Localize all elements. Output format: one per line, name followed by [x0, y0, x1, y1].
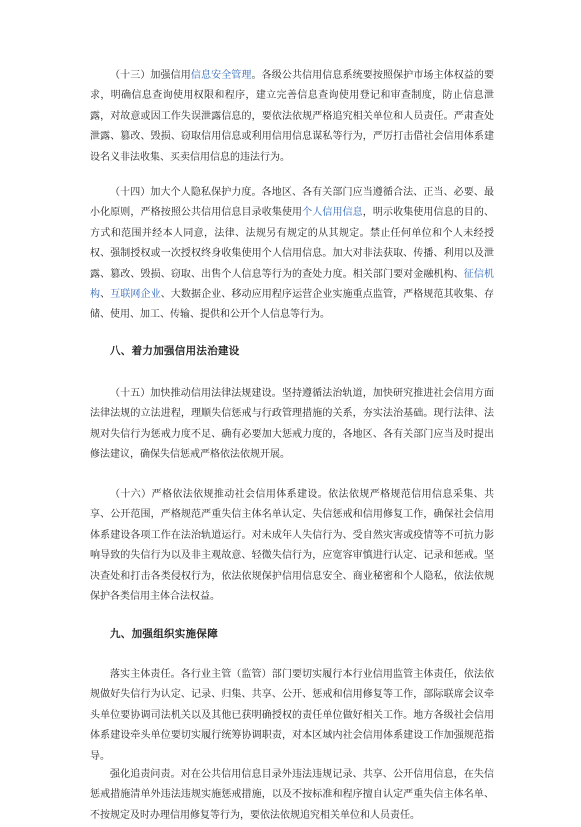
- text-segment: （十六）严格依法依规推动社会信用体系建设。依法依规严格规范信用信息采集、共享、公开范围，严格规范严重失信主体名单认定、失信惩戒和信用修复工作，确保社会信用体系建设各项工作在法治轨道运行。对未成年人失信行为、受自然灾害或疫情等不可抗力影响导致的失信行为以及非主观故意、轻微失信行为，应宽容审慎进行认定、记录和惩戒。坚决查处和打击各类侵权行为，依法依规保护信用信息安全、商业秘密和个人隐私，依法依规保护各类信用主体合法权益。: [90, 489, 494, 603]
- text-segment: （十五）加快推动信用法律法规建设。坚持遵循法治轨道，加快研究推进社会信用方面法律法规的立法进程，理顺失信惩戒与行政管理措施的关系，夯实法治基础。现行法律、法规对失信行为惩戒力度不足、确有必要加大惩戒力度的，各地区、各有关部门应当及时提出修法建议，确保失信惩戒严格依法依规开展。: [90, 388, 494, 461]
- text-segment: （十三）加强信用: [110, 70, 191, 81]
- link-info-security-management[interactable]: 信息安全管理: [190, 70, 252, 81]
- text-segment: 。各级公共信用信息系统要按照保护市场主体权益的要求，明确信息查询使用权限和程序，建立完善信息查询使用登记和审查制度，防止信息泄露，对故意或因工作失误泄露信息的，要依法依规严格追究相关单位和人员责任。严肃查处泄露、篡改、毁损、窃取信用信息或利用信用信息谋私等行为，严厉打击借社会信用体系建设名义非法收集、买卖信用信息的违法行为。: [90, 70, 495, 163]
- section-heading-8: 八、着力加强信用法治建设: [110, 345, 240, 357]
- text-segment: 、: [100, 289, 111, 301]
- paragraph-15: [90, 384, 494, 466]
- text-segment: 落实主体责任。各行业主管（监管）部门要切实履行本行业信用监管主体责任，依法依规做好失信行为认定、记录、归集、共享、公开、惩戒和信用修复等工作，部际联席会议牵头单位要协调司法机关以及其他已获明确授权的责任单位做好相关工作。地方各级社会信用体系建设牵头单位要切实履行统筹协调职责，对本区域内社会信用体系建设工作加强规范指导。: [90, 669, 494, 762]
- paragraph-13: [90, 66, 494, 168]
- link-credit-agencies[interactable]: 征信机构: [90, 268, 495, 301]
- paragraph-14: [90, 183, 494, 326]
- text-segment: 强化追责问责。对在公共信用信息目录外违法违规记录、共享、公开信用信息，在失信惩戒措施清单外违法违规实施惩戒措施，以及不按标准和程序擅自认定严重失信主体名单、不按规定及时办理信用修复等行为，要依法依规追究相关单位和人员责任。: [90, 769, 494, 821]
- text-segment: 、大数据企业、移动应用程序运营企业实施重点监管，严格规范其收集、存储、使用、加工、传输、提供和公开个人信息等行为。: [90, 289, 495, 321]
- text-segment: ，明示收集使用信息的目的、方式和范围并经本人同意，法律、法规另有规定的从其规定。禁止任何单位和个人未经授权、强制授权或一次授权终身收集使用个人信用信息。加大对非法获取、传播、利用以及泄露、篡改、毁损、窃取、出售个人信息等行为的查处力度。相关部门要对金融机构、: [90, 207, 495, 280]
- section-heading-9: 九、加强组织实施保障: [110, 628, 218, 640]
- link-internet-companies[interactable]: 互联网企业: [110, 289, 161, 301]
- text-segment: （十四）加大个人隐私保护力度。各地区、各有关部门应当遵循合法、正当、必要、最小化原则，严格按照公共信用信息目录收集使用: [90, 187, 494, 219]
- link-personal-credit-info[interactable]: 个人信用信息: [302, 207, 363, 219]
- paragraph-16: [90, 485, 494, 607]
- paragraph-accountability: [90, 765, 494, 826]
- paragraph-implementation: [90, 665, 494, 767]
